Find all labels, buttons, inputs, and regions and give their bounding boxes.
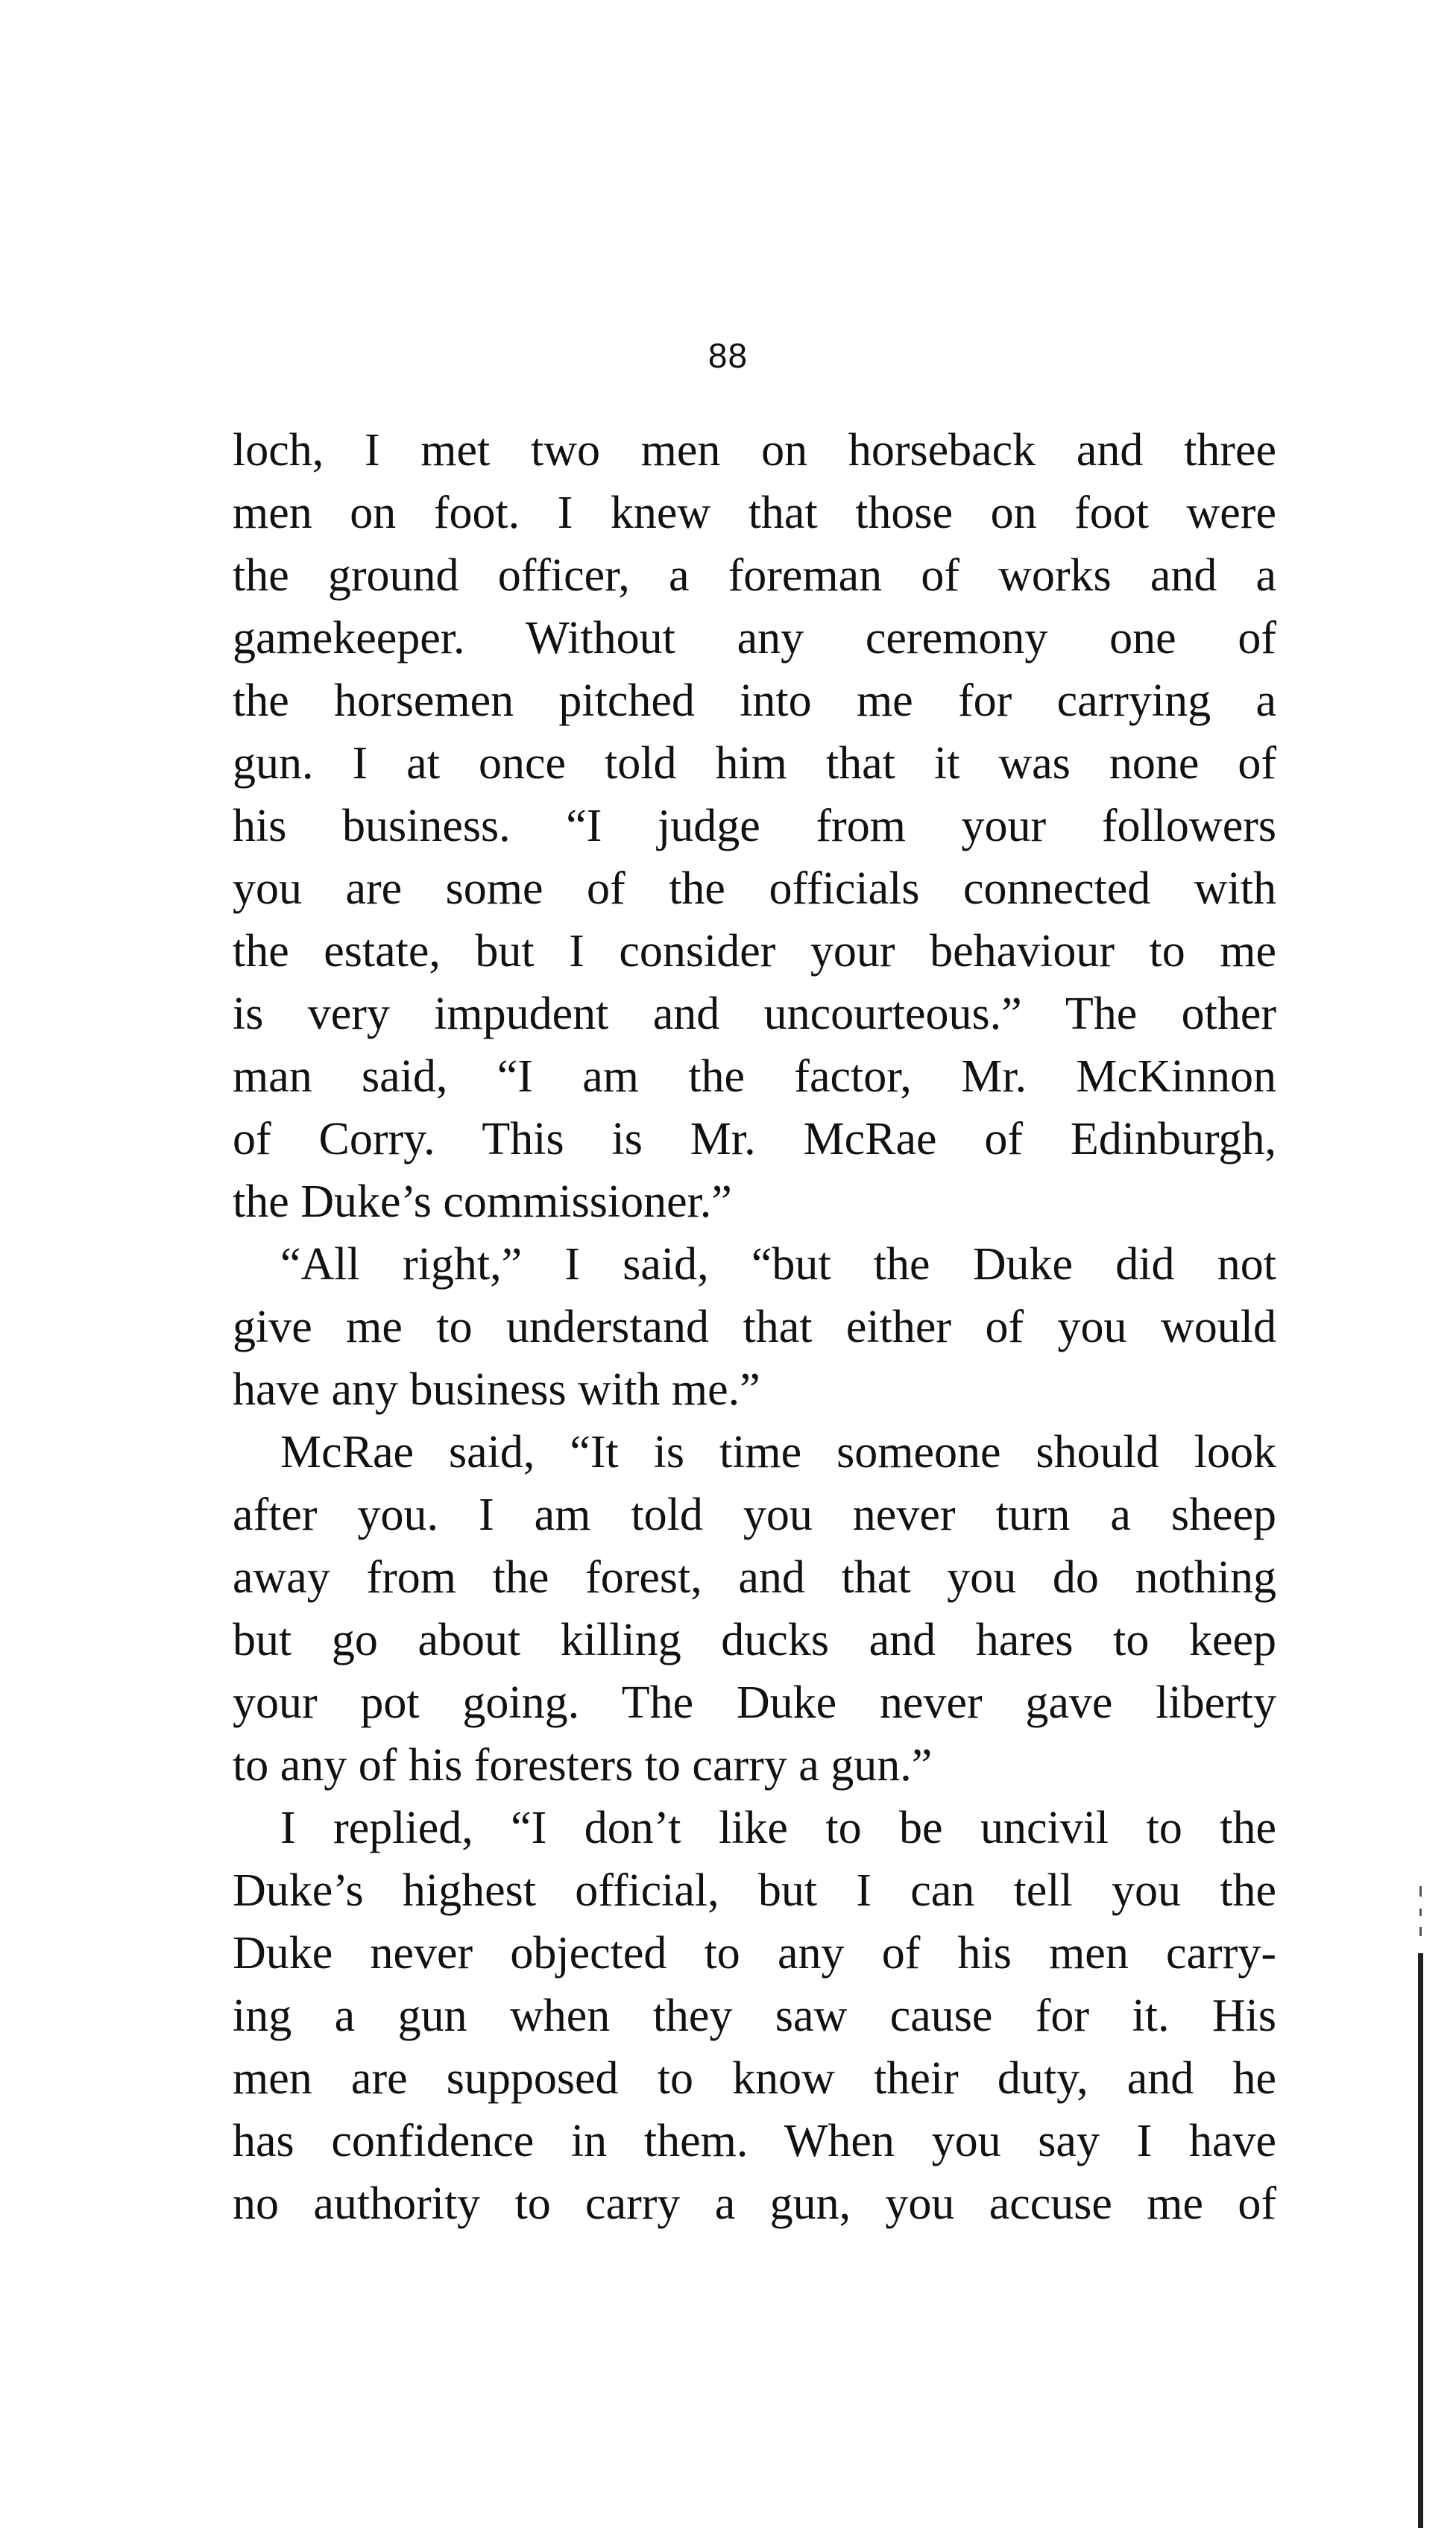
- page-number: 88: [707, 336, 749, 375]
- text-line: have any business with me.”: [233, 1364, 760, 1415]
- paragraph-first-line: I replied, “I don’t like to be uncivil to the: [280, 1803, 1276, 1853]
- text-line: after you. I am told you never turn a sheep: [233, 1490, 1276, 1540]
- text-line: is very impudent and uncourteous.” The other: [233, 989, 1276, 1039]
- text-line: his business. “I judge from your followers: [233, 801, 1276, 851]
- text-line: give me to understand that either of you would: [233, 1302, 1276, 1352]
- text-line: gamekeeper. Without any ceremony one of: [233, 613, 1276, 663]
- paragraph-first-line: McRae said, “It is time someone should look: [280, 1427, 1276, 1478]
- text-line: gun. I at once told him that it was none of: [233, 738, 1276, 789]
- text-line: to any of his foresters to carry a gun.”: [233, 1740, 933, 1791]
- text-line: you are some of the officials connected with: [233, 863, 1276, 914]
- text-line: men on foot. I knew that those on foot were: [233, 488, 1276, 538]
- text-line: of Corry. This is Mr. McRae of Edinburgh,: [233, 1114, 1276, 1164]
- text-line: Duke never objected to any of his men carry-: [233, 1928, 1276, 1979]
- text-line: the horsemen pitched into me for carrying a: [233, 675, 1276, 726]
- scan-margin-mark: [1419, 1886, 1422, 1897]
- text-line: Duke’s highest official, but I can tell you the: [233, 1865, 1276, 1916]
- paragraph-first-line: “All right,” I said, “but the Duke did not: [280, 1239, 1276, 1290]
- scan-margin-mark: [1419, 1908, 1422, 1916]
- body-text: [233, 419, 1276, 2235]
- text-line: man said, “I am the factor, Mr. McKinnon: [233, 1051, 1276, 1102]
- text-line: men are supposed to know their duty, and he: [233, 2053, 1276, 2104]
- scan-margin-mark: [1419, 1927, 1422, 1936]
- text-line: away from the forest, and that you do nothing: [233, 1552, 1276, 1603]
- text-line: but go about killing ducks and hares to keep: [233, 1615, 1276, 1665]
- text-line: the estate, but I consider your behaviour to me: [233, 926, 1276, 977]
- text-line: the ground officer, a foreman of works and a: [233, 550, 1276, 601]
- text-line: loch, I met two men on horseback and three: [233, 425, 1276, 476]
- text-line: your pot going. The Duke never gave liberty: [233, 1677, 1276, 1728]
- text-line: no authority to carry a gun, you accuse me of: [233, 2178, 1276, 2229]
- text-line: has confidence in them. When you say I have: [233, 2116, 1276, 2166]
- text-line: ing a gun when they saw cause for it. His: [233, 1990, 1276, 2041]
- text-line: the Duke’s commissioner.”: [233, 1176, 732, 1227]
- scan-margin-rule: [1418, 1953, 1423, 2528]
